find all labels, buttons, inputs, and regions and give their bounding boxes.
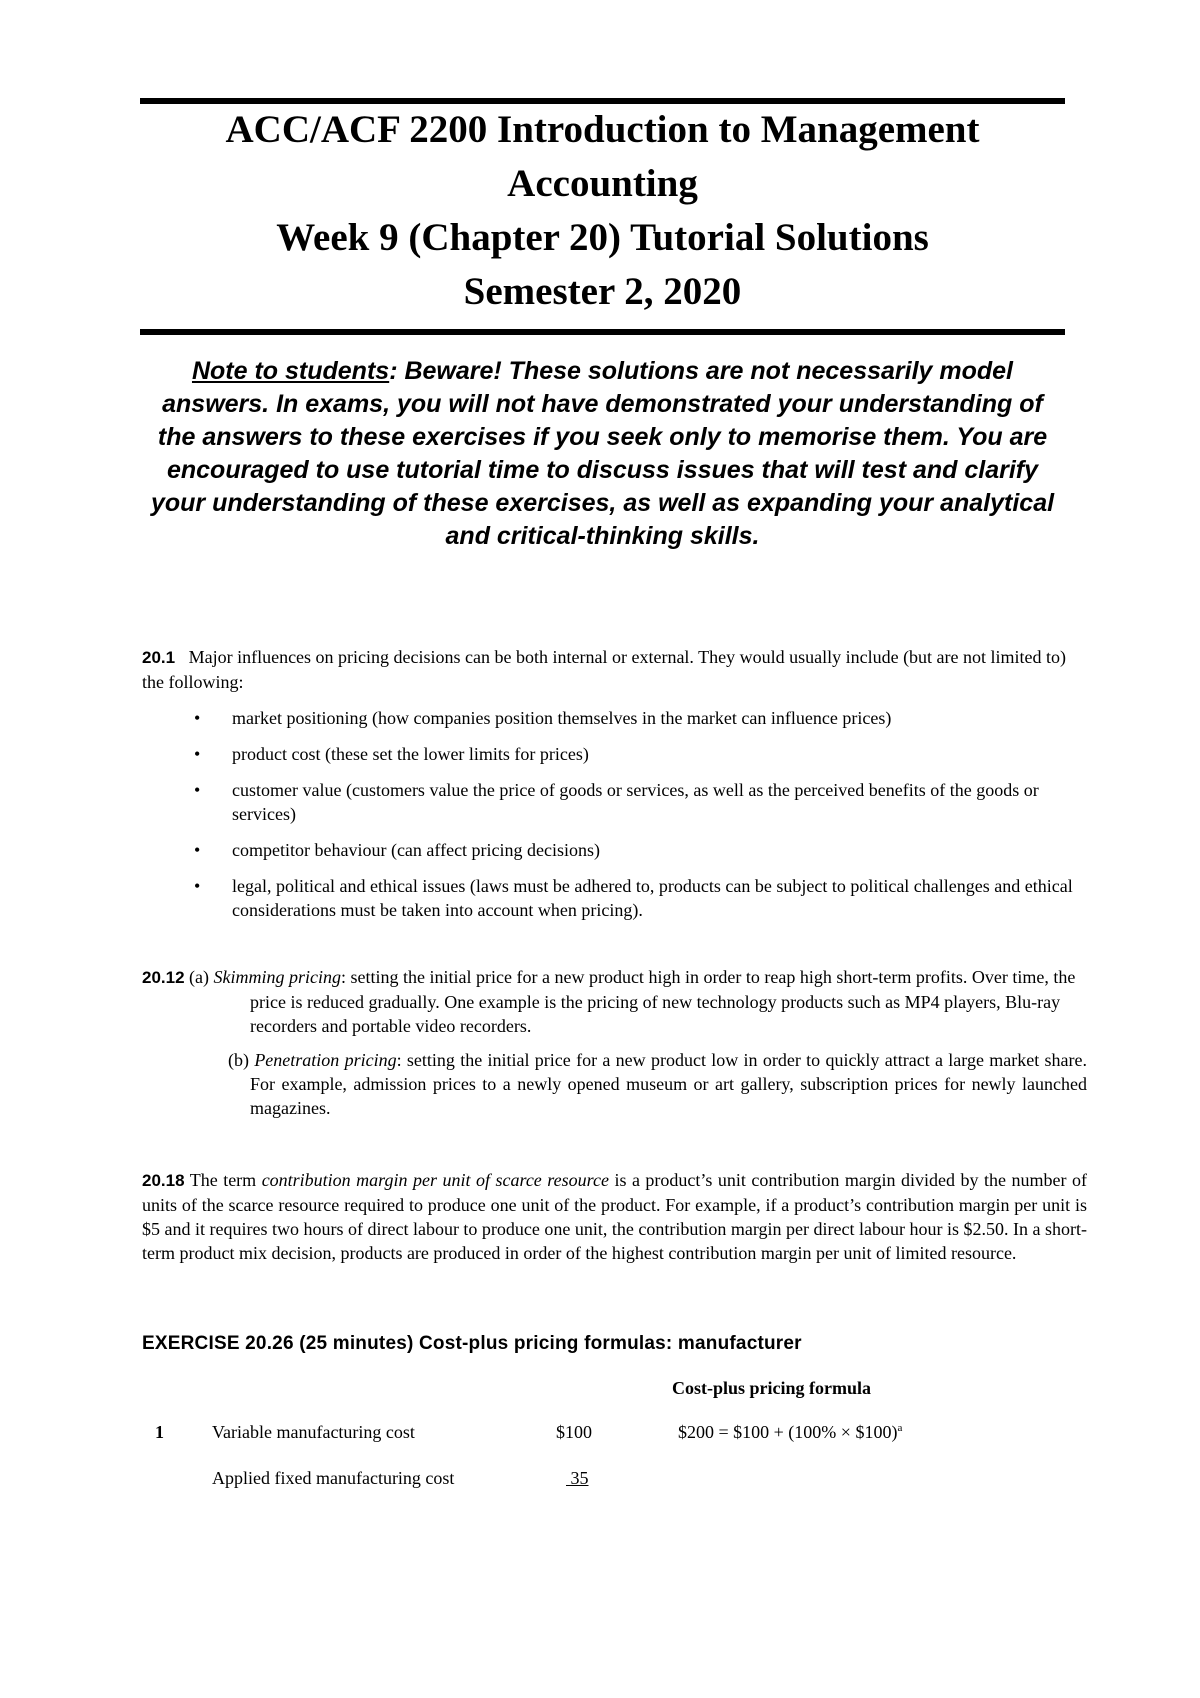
note-text: Beware! These solutions are not necessarily model answers. In exams, you will not have demonstrated your understanding of the answers to these exercises if you seek only to memorise them. You are encouraged to use tutorial time to discuss issues that will test and clarify your understanding of these exercises, as well as expanding your analytical and critical-thinking skills. <box>150 357 1055 550</box>
row-number: 1 <box>155 1422 164 1442</box>
note-to-students <box>140 355 1065 553</box>
bullet-icon: • <box>194 840 201 860</box>
question-20-1-intro-text: Major influences on pricing decisions can be both internal or external. They would usually include (but are not limited to) the following: <box>142 647 1067 692</box>
exercise-title: EXERCISE 20.26 (25 minutes) Cost-plus pricing formulas: manufacturer <box>142 1333 802 1354</box>
title-line-4: Semester 2, 2020 <box>463 270 742 313</box>
part-a-label: (a) <box>189 967 210 987</box>
title-line-3: Week 9 (Chapter 20) Tutorial Solutions <box>276 216 929 259</box>
part-a-term: Skimming pricing <box>213 967 342 987</box>
question-number: 20.1 <box>142 648 176 667</box>
influences-list <box>142 706 1087 922</box>
bullet-icon: • <box>194 708 201 728</box>
question-20-18 <box>142 1168 1087 1265</box>
list-item: • product cost (these set the lower limits for prices) <box>194 744 589 764</box>
title-line-2: Accounting <box>507 162 698 205</box>
question-20-18-pre: The term <box>189 1170 262 1190</box>
part-b-text: : setting the initial price for a new product low in order to quickly attract a large market share. For example, admission prices to a newly opened museum or art gallery, subscription prices for newly launched magazines. <box>250 1050 1088 1118</box>
bullet-icon: • <box>194 744 201 764</box>
row-amount: 35 <box>570 1468 589 1488</box>
part-a-text: : setting the initial price for a new product high in order to reap high short-term profits. Over time, the price is reduced gradually. One example is the pricing of new technology products such as MP4 players, Blu-ray recorders and portable video recorders. <box>250 967 1076 1036</box>
question-number: 20.12 <box>142 968 185 987</box>
question-20-1 <box>142 645 1087 934</box>
bullet-icon: • <box>194 780 201 800</box>
row-label: Variable manufacturing cost <box>212 1422 415 1442</box>
question-20-18-text: is a product’s unit contribution margin divided by the number of units of the scarce resource required to produce one unit of the product. For example, if a product’s contribution margin per unit is $5 and it requires two hours of direct labour to produce one unit, the contribution margin per direct labour hour is $2.50. In a short-term product mix decision, products are produced in order of the highest contribution margin per unit of limited resource. <box>142 1170 1087 1263</box>
list-item: • legal, political and ethical issues (laws must be adhered to, products can be subject to political challenges and ethical considerations must be taken into account when pricing). <box>194 876 1073 920</box>
question-20-18-term: contribution margin per unit of scarce resource <box>261 1170 609 1190</box>
question-20-12 <box>142 965 1087 1120</box>
footnote-marker: a <box>897 1422 903 1434</box>
title-line-1: ACC/ACF 2200 Introduction to Management <box>225 108 980 151</box>
question-20-1-intro <box>142 645 1087 694</box>
list-item: • competitor behaviour (can affect pricing decisions) <box>194 840 601 860</box>
row-label: Applied fixed manufacturing cost <box>212 1468 455 1488</box>
bullet-icon: • <box>194 876 201 896</box>
row-amount: $100 <box>556 1422 592 1442</box>
table-column-header: Cost-plus pricing formula <box>672 1378 872 1398</box>
list-item: • customer value (customers value the price of goods or services, as well as the perceived benefits of the goods or services) <box>194 780 1039 824</box>
question-number: 20.18 <box>142 1171 185 1190</box>
bottom-rule <box>140 329 1065 335</box>
question-20-12-part-b <box>142 1048 1087 1120</box>
list-item: • market positioning (how companies position themselves in the market can influence prices) <box>194 708 892 728</box>
row-formula: $200 = $100 + (100% × $100)$^a$ <box>678 1422 903 1442</box>
part-b-label: (b) <box>228 1050 249 1070</box>
part-b-term: Penetration pricing <box>254 1050 397 1070</box>
page-title <box>140 103 1065 319</box>
question-20-12-part-a <box>142 965 1087 1038</box>
note-label: Note to students <box>191 357 390 385</box>
note-colon: : <box>389 357 398 385</box>
